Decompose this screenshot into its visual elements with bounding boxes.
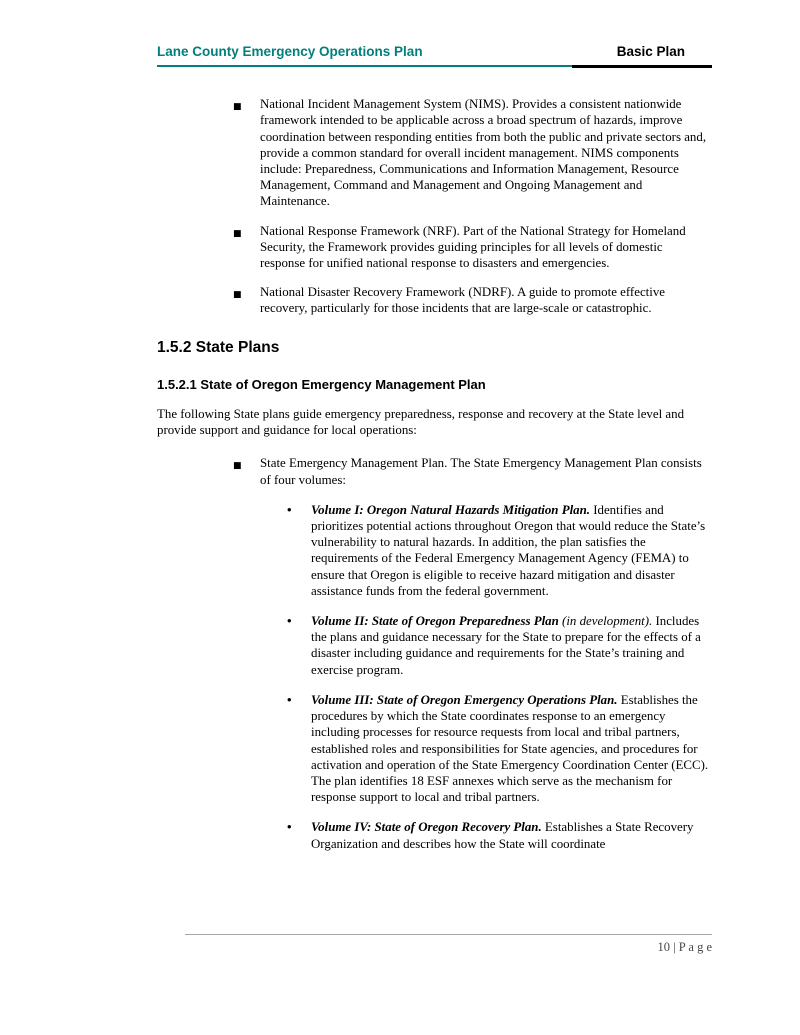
national-plans-list <box>157 96 712 316</box>
volume-text <box>311 692 709 805</box>
volume-text <box>311 819 709 851</box>
volume-text <box>311 613 709 678</box>
list-item-text: State Emergency Management Plan. The State Emergency Management Plan consists of four volumes: <box>260 456 702 487</box>
volume-description: Identifies and prioritizes potential actions throughout Oregon that would reduce the State’s vulnerability to natural hazards. In addition, the plan satisfies the requirements of the Federal Emergency Management Agency (FEMA) to ensure that Oregon is eligible to receive hazard mitigation and disaster assistance funds from the federal government. <box>311 502 706 598</box>
list-item-volume-4 <box>287 819 712 851</box>
list-item-volume-3 <box>287 692 712 805</box>
list-item-text: National Incident Management System (NIMS). Provides a consistent nationwide framework intended to be applicable across a broad spectrum of hazards, improve coordination between responding entities from both the public and private sectors and, provide a common standard for overall incident management. NIMS components include: Preparedness, Communications and Information Management, Resource Management, Command and Management and Ongoing Management and Maintenance. <box>260 97 707 209</box>
page-content <box>157 44 712 852</box>
volume-title: Volume II: State of Oregon Preparedness Plan <box>311 614 559 629</box>
volume-description: Establishes the procedures by which the State coordinates response to an emergency including processes for resource requests from local and tribal partners, established roles and responsibilities for State agencies, and procedures for activation and operation of the State Emergency Coordination Center (ECC). The plan identifies 18 ESF annexes which serve as the mechanism for response support to local and tribal partners. <box>311 692 709 805</box>
list-item-volume-2 <box>287 613 712 678</box>
section-heading: 1.5.2 State Plans <box>157 338 280 356</box>
volume-text <box>311 502 709 599</box>
circle-bullet-icon: • <box>287 691 292 707</box>
circle-bullet-icon: • <box>287 819 292 835</box>
volume-title: Volume IV: State of Oregon Recovery Plan. <box>311 820 542 835</box>
list-item-nims <box>233 96 712 209</box>
intro-paragraph: The following State plans guide emergency preparedness, response and recovery at the State level and provide support and guidance for local operations: <box>157 407 685 438</box>
page-header <box>157 44 712 67</box>
list-item-state-emp <box>233 455 712 487</box>
header-section-label: Basic Plan <box>616 44 685 59</box>
list-item-text: National Response Framework (NRF). Part of the National Strategy for Homeland Security, the Framework provides guiding principles for all levels of domestic response for unified national response to disasters and emergencies. <box>260 223 686 271</box>
volume-title: Volume III: State of Oregon Emergency Operations Plan. <box>311 692 618 707</box>
list-item-volume-1 <box>287 502 712 599</box>
footer-page-number: 10 | P a g e <box>657 940 712 954</box>
volume-note: (in development). <box>558 614 653 629</box>
list-item-ndrf <box>233 284 712 316</box>
header-divider-black-segment <box>572 65 712 68</box>
list-item-nrf <box>233 223 712 272</box>
footer-divider <box>185 934 712 935</box>
header-title: Lane County Emergency Operations Plan <box>157 44 423 59</box>
list-item-text: National Disaster Recovery Framework (NDRF). A guide to promote effective recovery, particularly for those incidents that are large-scale or catastrophic. <box>260 285 665 316</box>
volume-title: Volume I: Oregon Natural Hazards Mitigation Plan. <box>311 502 590 517</box>
volumes-list <box>157 502 712 852</box>
volume-description: Establishes a State Recovery Organization and describes how the State will coordinate <box>311 820 694 851</box>
square-bullet-icon: ■ <box>233 461 242 472</box>
volume-description: Includes the plans and guidance necessary for the State to prepare for the effects of a disaster including guidance and requirements for the State’s training and exercise program. <box>311 614 701 677</box>
square-bullet-icon: ■ <box>233 290 242 301</box>
square-bullet-icon: ■ <box>233 102 242 113</box>
circle-bullet-icon: • <box>287 613 292 629</box>
square-bullet-icon: ■ <box>233 228 242 239</box>
circle-bullet-icon: • <box>287 501 292 517</box>
section-subheading: 1.5.2.1 State of Oregon Emergency Management Plan <box>157 376 486 392</box>
